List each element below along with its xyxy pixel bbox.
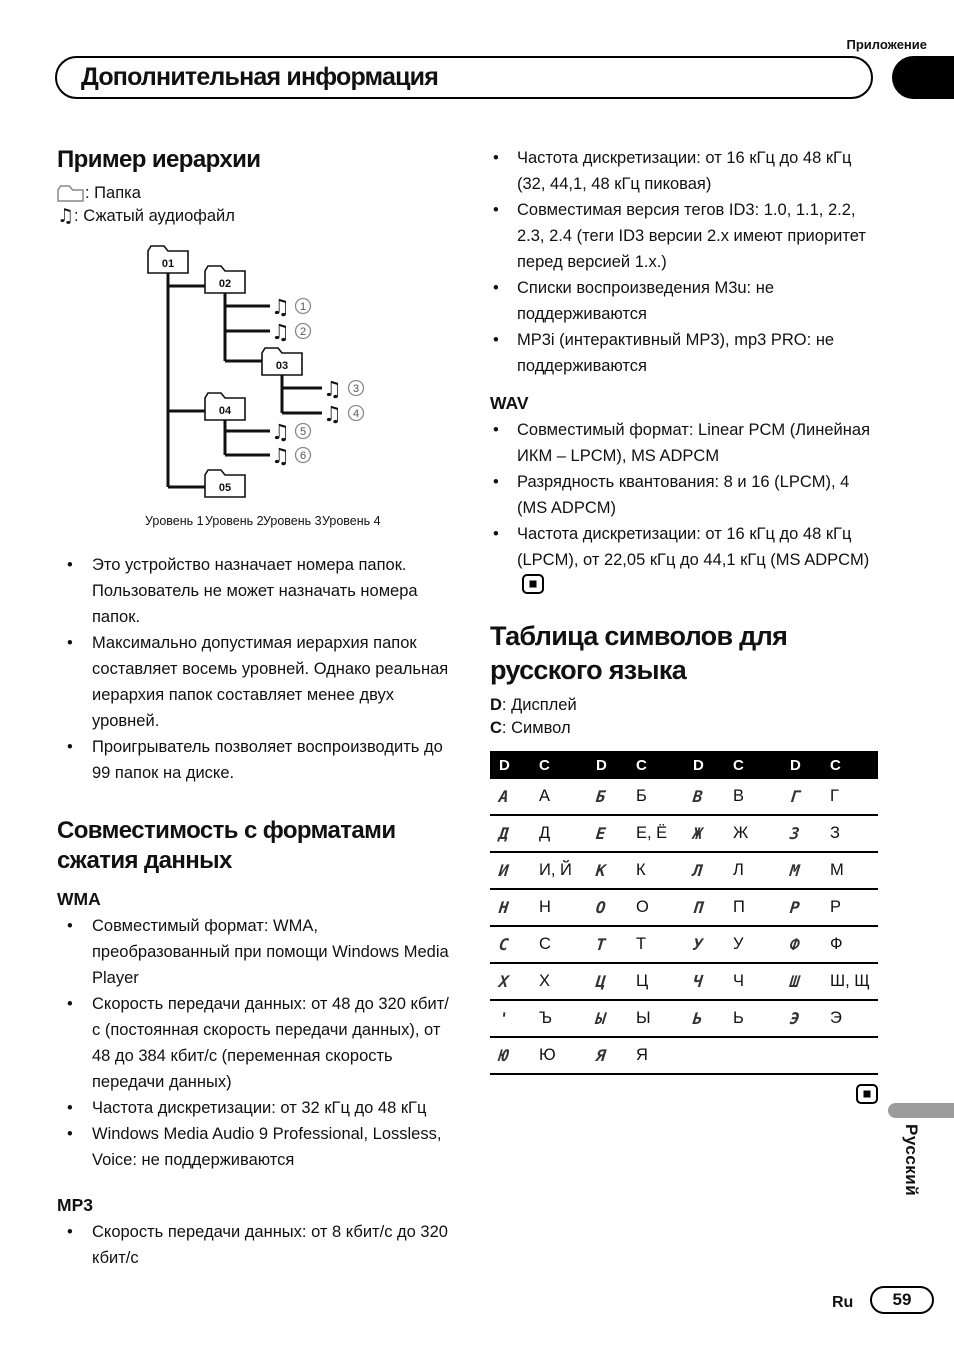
track-number: 4: [352, 408, 360, 420]
bullet-item: [57, 630, 457, 734]
legend-display-line: [490, 694, 882, 717]
bullet-dot: •: [493, 421, 499, 439]
bullet-text: Максимально допустимая иерархия папок составляет восемь уровней. Однако реальная иерархия папок составляет менее двух уровней.: [92, 634, 449, 730]
char-table-row: [490, 927, 878, 964]
symbol-char-cell: Ь: [733, 1009, 744, 1027]
segment-display-glyph: В: [692, 786, 705, 806]
folder-label: 01: [161, 258, 175, 270]
bullet-dot: •: [67, 995, 73, 1013]
char-table-header: [490, 751, 878, 779]
symbol-char-cell: Т: [636, 935, 647, 953]
folder-node: [148, 246, 188, 273]
symbol-char-cell: Н: [539, 898, 551, 916]
segment-display-glyph: И: [498, 860, 511, 880]
mp3-bullets-left: [57, 1219, 457, 1271]
bullet-text: Скорость передачи данных: от 8 кбит/с до 320 кбит/с: [92, 1223, 448, 1267]
legend-symbol-label: : Символ: [501, 719, 571, 737]
bullet-item: [57, 991, 457, 1095]
language-tab: [888, 1103, 954, 1118]
bullet-text: Совместимый формат: Linear PCM (Линейная ИКМ – LPCM), MS ADPCM: [517, 421, 871, 465]
segment-display-glyph: Г: [789, 786, 802, 806]
display-char-cell: [490, 1009, 527, 1029]
wav-bullets: [490, 417, 882, 599]
appendix-label: Приложение: [846, 37, 927, 52]
legend-folder-label: : Папка: [85, 184, 141, 202]
end-of-section-icon: [522, 574, 544, 594]
display-char-cell: [781, 824, 818, 844]
music-note-icon: ♫: [323, 402, 342, 426]
folder-node: [205, 470, 245, 497]
char-table-header-cell: D: [693, 756, 704, 774]
display-char-cell: [490, 935, 527, 955]
char-table-header-cell: C: [733, 756, 744, 774]
symbol-char-cell: К: [636, 861, 646, 879]
segment-display-glyph: Х: [498, 971, 511, 991]
char-table-row: [490, 779, 878, 816]
track-number: 2: [299, 326, 307, 338]
track-number: 3: [352, 383, 360, 395]
music-note-icon: ♫: [271, 295, 290, 319]
bullet-text: Частота дискретизации: от 16 кГц до 48 кГц (32, 44,1, 48 кГц пиковая): [517, 149, 852, 193]
bullet-text: Совместимый формат: WMA, преобразованный при помощи Windows Media Player: [92, 917, 449, 987]
bullet-text: Проигрыватель позволяет воспроизводить до 99 папок на диске.: [92, 738, 443, 782]
display-char-cell: [781, 861, 818, 881]
display-char-cell: [587, 861, 624, 881]
bullet-dot: •: [67, 738, 73, 756]
level-label: Уровень 2: [205, 514, 264, 528]
display-char-cell: [684, 861, 721, 881]
bullet-item: [490, 417, 882, 469]
segment-display-glyph: О: [595, 897, 608, 917]
folder-label: 04: [218, 405, 232, 417]
bullet-text: MP3i (интерактивный MP3), mp3 PRO: не поддерживаются: [517, 331, 835, 375]
segment-display-glyph: Ю: [498, 1045, 511, 1065]
display-char-cell: [781, 935, 818, 955]
bullet-dot: •: [67, 1125, 73, 1143]
music-note-icon: ♫: [271, 320, 290, 344]
bullet-item: [57, 1219, 457, 1271]
music-note-icon: ♫: [323, 377, 342, 401]
segment-display-glyph: Т: [595, 934, 608, 954]
page-title: Дополнительная информация: [81, 63, 439, 91]
segment-display-glyph: Ш: [789, 971, 802, 991]
bullet-item: [490, 275, 882, 327]
hierarchy-diagram: [120, 241, 460, 531]
char-table-row: [490, 964, 878, 1001]
display-char-cell: [587, 824, 624, 844]
folder-node: [205, 393, 245, 420]
display-char-cell: [781, 787, 818, 807]
wav-title: WAV: [490, 393, 529, 413]
bullet-item: [490, 469, 882, 521]
segment-display-glyph: Н: [498, 897, 511, 917]
legend-symbol-key: C: [490, 719, 502, 737]
bullet-dot: •: [67, 1099, 73, 1117]
display-char-cell: [587, 898, 624, 918]
page-number: 59: [892, 1290, 912, 1309]
bullet-item: [490, 327, 882, 379]
track-number: 6: [299, 450, 307, 462]
page-number-badge: [870, 1286, 934, 1314]
segment-display-glyph: Ь: [692, 1008, 705, 1028]
segment-display-glyph: Д: [498, 823, 511, 843]
segment-display-glyph: М: [789, 860, 802, 880]
level-label: Уровень 1: [145, 514, 204, 528]
symbol-char-cell: О: [636, 898, 649, 916]
hierarchy-heading: Пример иерархии: [57, 146, 261, 173]
display-char-cell: [781, 972, 818, 992]
segment-display-glyph: Ы: [595, 1008, 608, 1028]
legend-audio-label: : Сжатый аудиофайл: [74, 207, 235, 225]
hierarchy-legend: [57, 182, 457, 228]
symbol-char-cell: Л: [733, 861, 744, 879]
diagram-wrap: [120, 241, 457, 536]
char-table-legend: [490, 694, 882, 740]
bullet-text: Частота дискретизации: от 32 кГц до 48 кГц: [92, 1099, 427, 1117]
bullet-text: Это устройство назначает номера папок. Пользователь не может назначать номера папок.: [92, 556, 418, 626]
char-table-header-cell: C: [539, 756, 550, 774]
symbol-char-cell: Р: [830, 898, 842, 916]
folder-label: 02: [218, 278, 232, 290]
segment-display-glyph: Е: [595, 823, 608, 843]
symbol-char-cell: С: [539, 935, 551, 953]
segment-display-glyph: Б: [595, 786, 608, 806]
bullet-item: [490, 521, 882, 599]
symbol-char-cell: Ц: [636, 972, 649, 990]
display-char-cell: [781, 898, 818, 918]
legend-folder-line: [57, 182, 457, 205]
display-char-cell: [490, 898, 527, 918]
bullet-dot: •: [67, 917, 73, 935]
track-number: 5: [299, 426, 307, 438]
segment-display-glyph: А: [498, 786, 511, 806]
char-table-heading: Таблица символов для русского языка: [490, 621, 788, 685]
mp3-title: MP3: [57, 1195, 93, 1215]
footer-language: Ru: [832, 1294, 854, 1311]
bullet-dot: •: [493, 525, 499, 543]
symbol-char-cell: Ю: [539, 1046, 556, 1064]
char-table-row: [490, 1001, 878, 1038]
bullet-dot: •: [493, 279, 499, 297]
display-char-cell: [490, 972, 527, 992]
symbol-char-cell: Ф: [830, 935, 843, 953]
bullet-dot: •: [67, 634, 73, 652]
char-table-header-cell: C: [636, 756, 647, 774]
bullet-text: Списки воспроизведения M3u: не поддерживаются: [517, 279, 775, 323]
display-char-cell: [490, 787, 527, 807]
symbol-char-cell: П: [733, 898, 745, 916]
segment-display-glyph: Л: [692, 860, 705, 880]
legend-display-label: : Дисплей: [501, 696, 577, 714]
bullet-dot: •: [67, 556, 73, 574]
segment-display-glyph: П: [692, 897, 705, 917]
segment-display-glyph: Р: [789, 897, 802, 917]
legend-display-key: D: [490, 696, 502, 714]
bullet-item: [57, 734, 457, 786]
symbol-char-cell: Ч: [733, 972, 744, 990]
symbol-char-cell: Х: [539, 972, 551, 990]
display-char-cell: [684, 1009, 721, 1029]
folder-icon: [57, 184, 84, 203]
symbol-char-cell: В: [733, 787, 745, 805]
bullet-dot: •: [493, 149, 499, 167]
wma-title: WMA: [57, 889, 101, 909]
symbol-char-cell: Г: [830, 787, 839, 805]
folder-label: 03: [275, 360, 289, 372]
char-table-header-cell: D: [499, 756, 510, 774]
end-of-section-icon: [856, 1084, 878, 1104]
track-number: 1: [299, 301, 307, 313]
display-char-cell: [587, 1046, 624, 1066]
bullet-dot: •: [493, 473, 499, 491]
symbol-char-cell: М: [830, 861, 844, 879]
folder-node: [205, 266, 245, 293]
segment-display-glyph: С: [498, 934, 511, 954]
display-char-cell: [490, 861, 527, 881]
segment-display-glyph: К: [595, 860, 608, 880]
symbol-char-cell: У: [733, 935, 744, 953]
segment-display-glyph: Ц: [595, 971, 608, 991]
left-column: [57, 145, 457, 1271]
char-table-header-cell: C: [830, 756, 841, 774]
page-header: [55, 56, 873, 99]
segment-display-glyph: ': [498, 1008, 511, 1028]
display-char-cell: [490, 824, 527, 844]
bullet-item: [57, 1121, 457, 1173]
bullet-item: [57, 552, 457, 630]
symbol-char-cell: Е, Ё: [636, 824, 668, 842]
bullet-dot: •: [67, 1223, 73, 1241]
legend-symbol-line: [490, 717, 882, 740]
bullet-dot: •: [493, 201, 499, 219]
hierarchy-bullets: [57, 552, 457, 786]
chapter-tab: [892, 56, 954, 99]
symbol-char-cell: Э: [830, 1009, 842, 1027]
segment-display-glyph: Я: [595, 1045, 608, 1065]
symbol-char-cell: Д: [539, 824, 551, 842]
music-note-icon: ♫: [57, 205, 75, 227]
display-char-cell: [587, 972, 624, 992]
display-char-cell: [490, 1046, 527, 1066]
symbol-char-cell: Ж: [733, 824, 749, 842]
char-table-row: [490, 1038, 878, 1075]
segment-display-glyph: Ч: [692, 971, 705, 991]
display-char-cell: [587, 787, 624, 807]
music-note-icon: ♫: [271, 420, 290, 444]
side-language-label: Русский: [902, 1124, 921, 1197]
symbol-char-cell: З: [830, 824, 840, 842]
display-char-cell: [587, 1009, 624, 1029]
display-char-cell: [684, 898, 721, 918]
segment-display-glyph: Э: [789, 1008, 802, 1028]
mp3-bullets-right: [490, 145, 882, 379]
char-table-header-cell: D: [790, 756, 801, 774]
char-table: [490, 751, 878, 1075]
symbol-char-cell: Ъ: [539, 1009, 553, 1027]
display-char-cell: [684, 935, 721, 955]
bullet-item: [490, 197, 882, 275]
segment-display-glyph: У: [692, 934, 705, 954]
bullet-item: [57, 913, 457, 991]
bullet-text: Частота дискретизации: от 16 кГц до 48 кГц (LPCM), от 22,05 кГц до 44,1 кГц (MS ADPCM): [517, 525, 870, 569]
segment-display-glyph: Ж: [692, 823, 705, 843]
level-label: Уровень 3: [263, 514, 322, 528]
bullet-text: Скорость передачи данных: от 48 до 320 кбит/с (постоянная скорость передачи данных), от 48 до 384 кбит/с (переменная скорость передачи данных): [92, 995, 449, 1091]
wma-bullets: [57, 913, 457, 1173]
bullet-dot: •: [493, 331, 499, 349]
bullet-text: Совместимая версия тегов ID3: 1.0, 1.1, 2.2, 2.3, 2.4 (теги ID3 версии 2.x имеют приоритет перед версией 1.x.): [517, 201, 866, 271]
right-column: [490, 145, 882, 1106]
level-label: Уровень 4: [322, 514, 381, 528]
display-char-cell: [684, 972, 721, 992]
symbol-char-cell: И, Й: [539, 861, 572, 879]
symbol-char-cell: А: [539, 787, 551, 805]
char-table-row: [490, 816, 878, 853]
symbol-char-cell: Ы: [636, 1009, 651, 1027]
folder-label: 05: [218, 482, 232, 494]
segment-display-glyph: З: [789, 823, 802, 843]
display-char-cell: [781, 1009, 818, 1029]
char-table-body: [490, 779, 878, 1075]
bullet-text: Разрядность квантования: 8 и 16 (LPCM), 4 (MS ADPCM): [517, 473, 850, 517]
legend-audio-line: [57, 205, 457, 228]
char-table-header-cell: D: [596, 756, 607, 774]
bullet-text: Windows Media Audio 9 Professional, Lossless, Voice: не поддерживаются: [92, 1125, 442, 1169]
char-table-row: [490, 853, 878, 890]
symbol-char-cell: Я: [636, 1046, 648, 1064]
segment-display-glyph: Ф: [789, 934, 802, 954]
display-char-cell: [684, 787, 721, 807]
compat-heading: Совместимость с форматами сжатия данных: [57, 817, 396, 874]
folder-node: [262, 348, 302, 375]
symbol-char-cell: Ш, Щ: [830, 972, 870, 990]
display-char-cell: [684, 824, 721, 844]
table-endmark-row: [490, 1084, 878, 1106]
display-char-cell: [587, 935, 624, 955]
char-table-row: [490, 890, 878, 927]
bullet-item: [57, 1095, 457, 1121]
music-note-icon: ♫: [271, 444, 290, 468]
symbol-char-cell: Б: [636, 787, 647, 805]
bullet-item: [490, 145, 882, 197]
